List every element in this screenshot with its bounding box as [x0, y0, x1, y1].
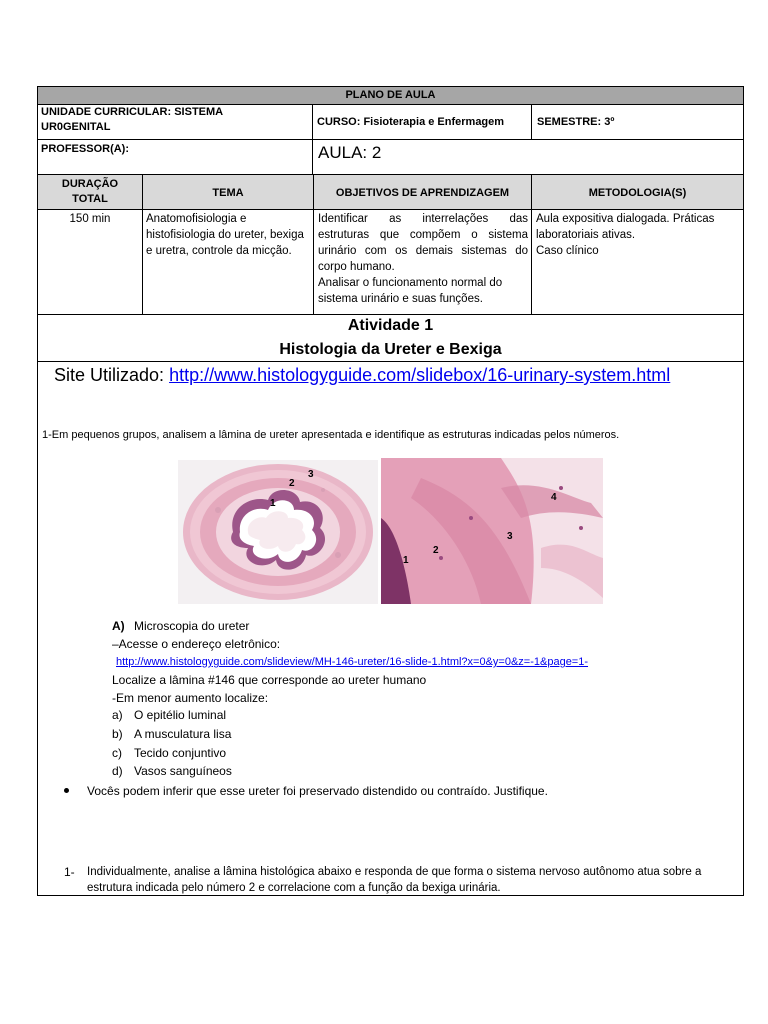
section-a-letter: A) — [112, 619, 125, 633]
section-a-title: Microscopia do ureter — [134, 619, 250, 633]
divider — [312, 139, 313, 174]
localize-text: Localize a lâmina #146 que corresponde ao ureter humano — [112, 673, 427, 687]
unidade-curricular: UNIDADE CURRICULAR: SISTEMA UR0GENITAL — [41, 106, 223, 133]
item-a-text: O epitélio luminal — [134, 708, 227, 722]
th-duracao: DURAÇÃO TOTAL — [61, 178, 119, 205]
bladder-label-3: 3 — [507, 531, 513, 542]
item-d-letter: d) — [112, 764, 123, 778]
th-tema: TEMA — [212, 187, 244, 199]
semestre: SEMESTRE: 3º — [537, 116, 615, 128]
duracao-value: 150 min — [69, 213, 111, 225]
plan-title: PLANO DE AULA — [345, 89, 436, 101]
curso: CURSO: Fisioterapia e Enfermagem — [317, 116, 505, 128]
item-a-letter: a) — [112, 708, 123, 722]
objetivos-value-1: Identificar as interrelações das estruturas que compõem o sistema urinário com os demais sistemas do corpo humano. — [318, 213, 528, 273]
divider — [37, 314, 744, 315]
activity-title: Atividade 1 — [347, 317, 434, 334]
site-link[interactable]: http://www.histologyguide.com/slidebox/16-urinary-system.html — [169, 365, 671, 385]
tema-value: Anatomofisiologia e histofisiologia do ureter, bexiga e uretra, controle da micção. — [146, 213, 304, 257]
divider — [312, 104, 313, 139]
metodologia-value-2: Caso clínico — [536, 245, 599, 257]
ureter-micrograph — [178, 460, 378, 604]
menor-aumento-text: -Em menor aumento localize: — [112, 691, 269, 705]
question-2-text: Individualmente, analise a lâmina histológica abaixo e responda de que forma o sistema nervoso autônomo atua sobre a estrutura indicada pelo número 2 e correlacione com a função da bexiga urinária. — [87, 866, 702, 894]
access-text: –Acesse o endereço eletrônico: — [112, 637, 281, 651]
bladder-micrograph-svg — [381, 458, 603, 604]
ureter-label-3: 3 — [308, 469, 314, 480]
ureter-micrograph-svg — [178, 460, 378, 604]
question-2-number: 1- — [64, 865, 75, 879]
divider — [37, 209, 744, 210]
site-label: Site Utilizado: — [54, 365, 170, 385]
item-c-text: Tecido conjuntivo — [134, 746, 227, 760]
item-b-text: A musculatura lisa — [134, 727, 232, 741]
ureter-label-1: 1 — [270, 498, 276, 509]
bladder-micrograph — [381, 458, 603, 604]
question-1: 1-Em pequenos grupos, analisem a lâmina de ureter apresentada e identifique as estruturas indicadas pelos números. — [42, 429, 620, 441]
ureter-label-2: 2 — [289, 478, 295, 489]
divider — [37, 139, 744, 140]
item-c-letter: c) — [112, 746, 122, 760]
item-d-text: Vasos sanguíneos — [134, 764, 232, 778]
site-line — [54, 364, 744, 386]
access-link[interactable]: http://www.histologyguide.com/slideview/MH-146-ureter/16-slide-1.html?x=0&y=0&z=-1&page=1- — [116, 656, 589, 668]
professor-label: PROFESSOR(A): — [41, 143, 129, 155]
bladder-label-4: 4 — [551, 492, 557, 503]
th-objetivos: OBJETIVOS DE APRENDIZAGEM — [335, 187, 510, 199]
divider — [37, 361, 744, 362]
aula-number: AULA: 2 — [318, 143, 382, 162]
bullet-text: Vocês podem inferir que esse ureter foi preservado distendido ou contraído. Justifique. — [87, 784, 548, 798]
activity-subtitle: Histologia da Ureter e Bexiga — [279, 341, 502, 358]
th-metodologia: METODOLOGIA(S) — [588, 187, 687, 199]
bladder-label-1: 1 — [403, 555, 409, 566]
item-b-letter: b) — [112, 727, 123, 741]
divider — [531, 104, 532, 139]
objetivos-value-2: Analisar o funcionamento normal do sistema urinário e suas funções. — [318, 277, 503, 305]
bladder-label-2: 2 — [433, 545, 439, 556]
bullet-dot — [64, 788, 69, 793]
metodologia-value-1: Aula expositiva dialogada. Práticas laboratoriais ativas. — [536, 213, 715, 241]
